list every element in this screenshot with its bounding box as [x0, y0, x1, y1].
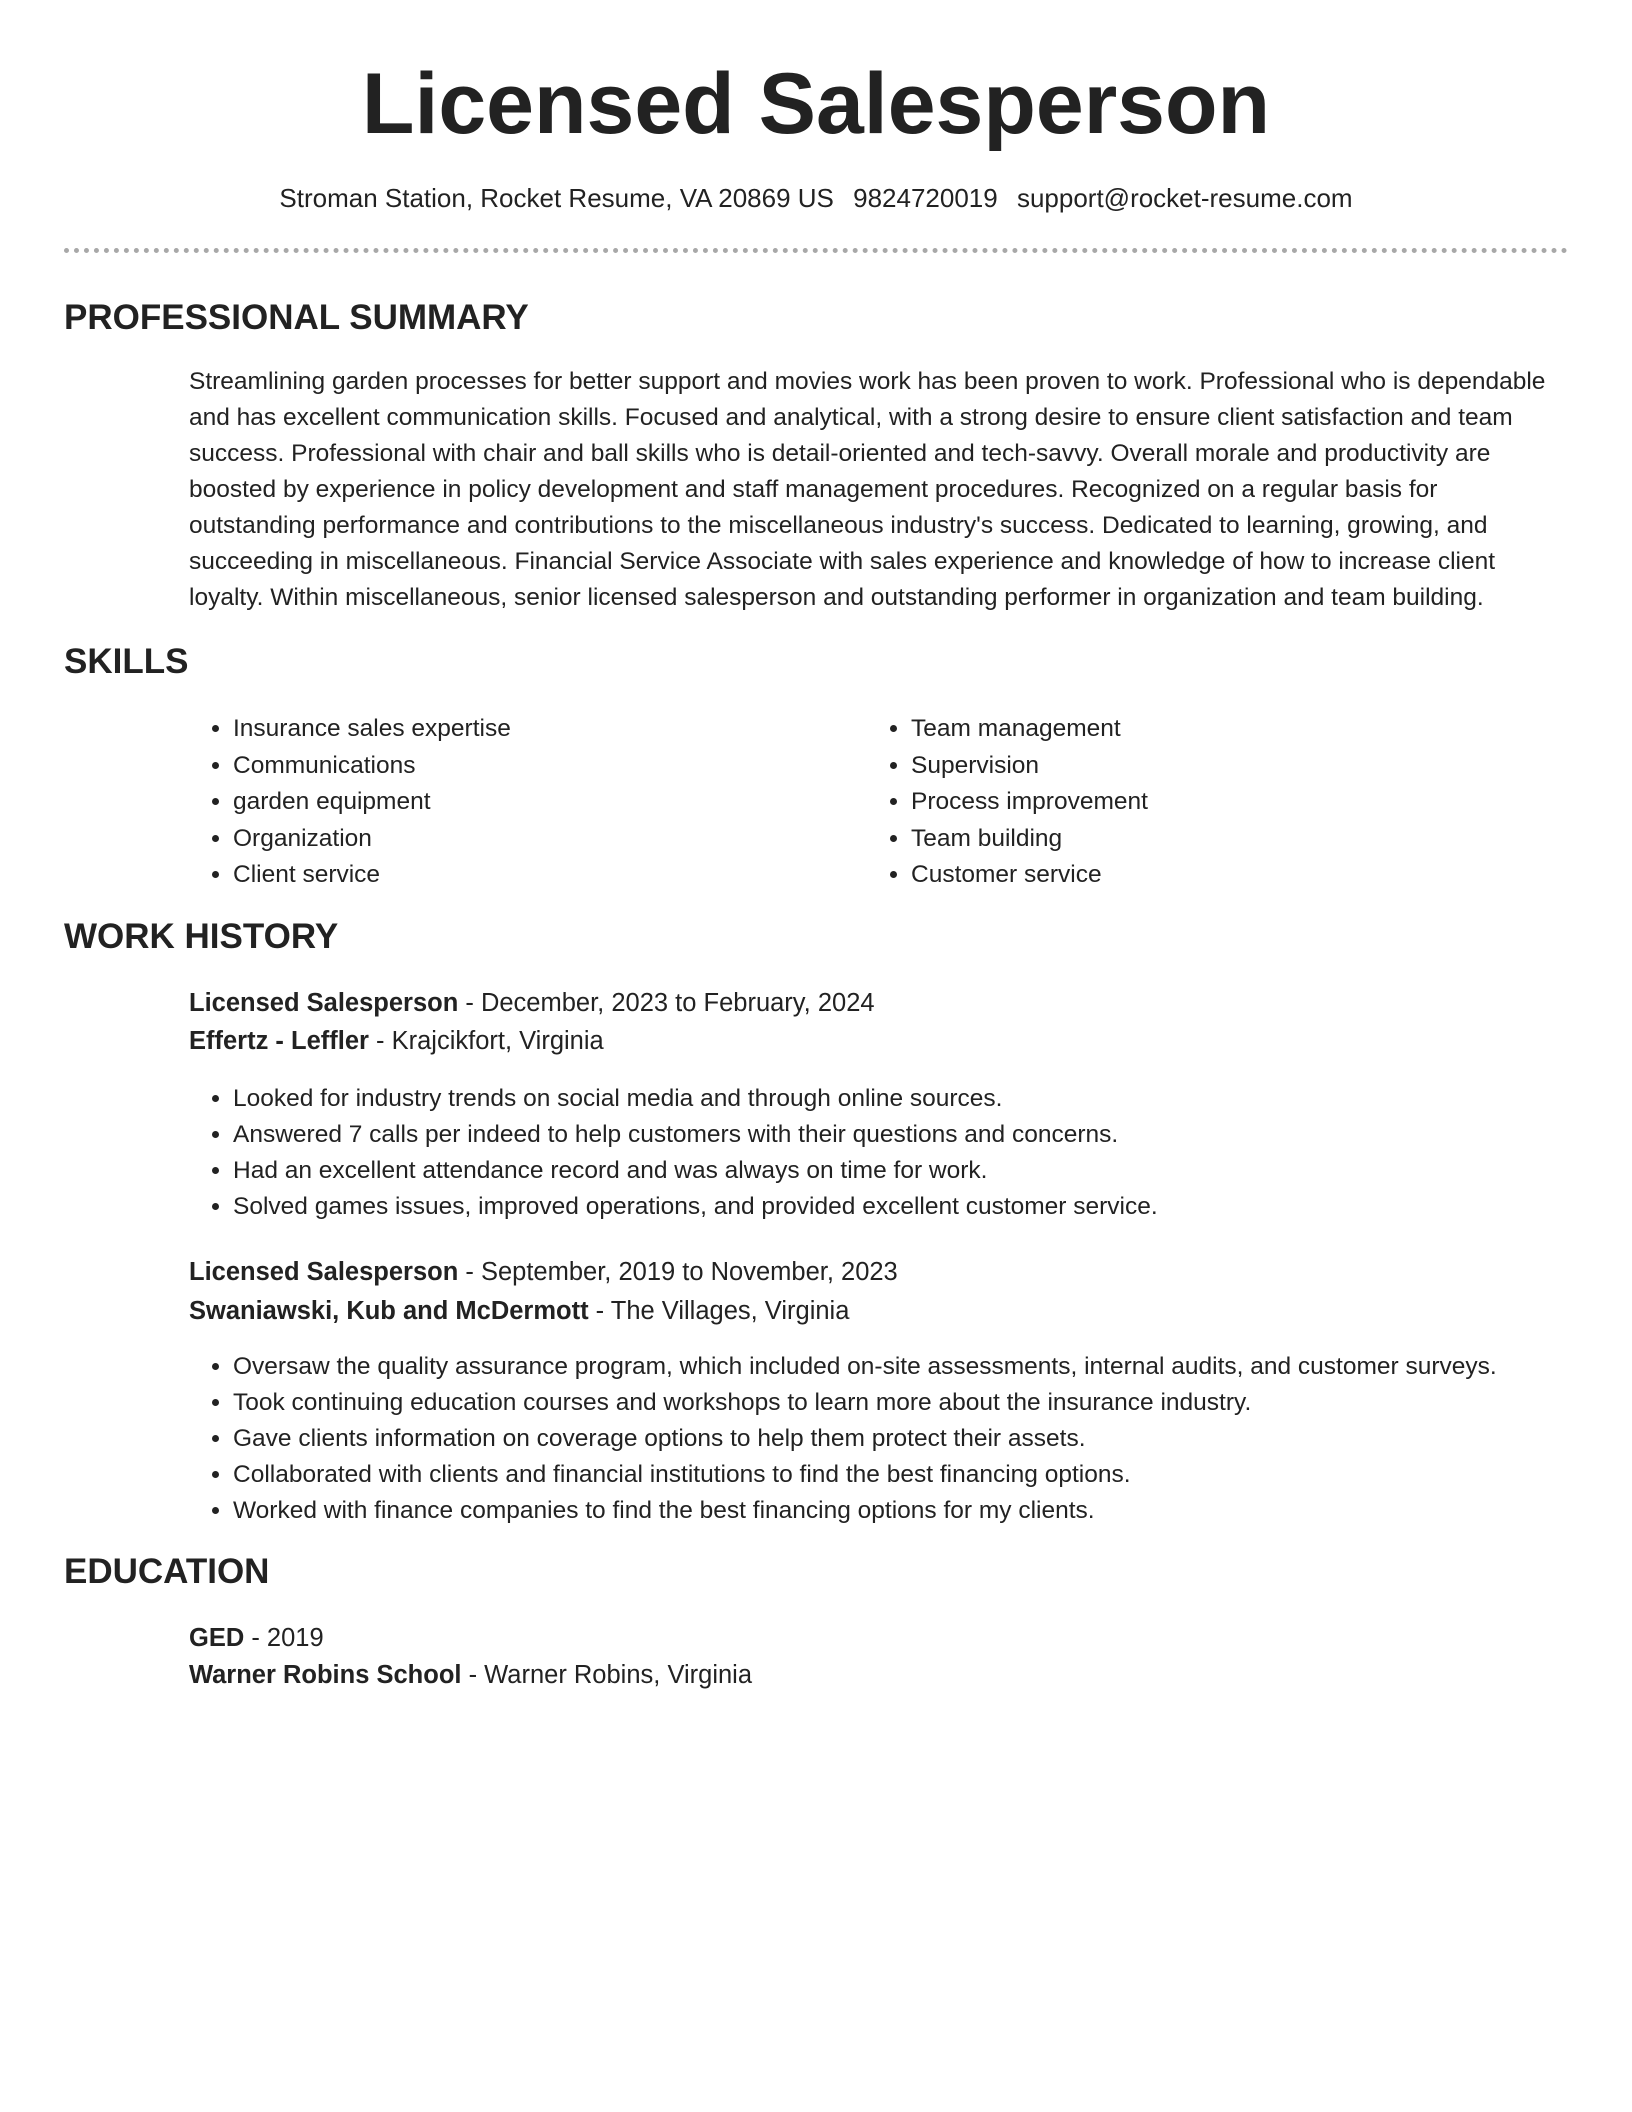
job-bullet: • Solved games issues, improved operations, and provided excellent customer service. [233, 1189, 1158, 1225]
job-1-bullets [189, 1081, 1158, 1225]
skill-item: • Process improvement [911, 784, 1148, 821]
skill-item: • Team building [911, 821, 1148, 858]
contact-line [0, 180, 1632, 216]
job-bullet: • Had an excellent attendance record and was always on time for work. [233, 1153, 1158, 1189]
job-dates: - December, 2023 to February, 2024 [458, 989, 875, 1017]
job-company: Swaniawski, Kub and McDermott [189, 1297, 589, 1325]
summary-heading: PROFESSIONAL SUMMARY [64, 298, 529, 337]
job-2-bullets [189, 1349, 1497, 1529]
resume-name: Licensed Salesperson [361, 56, 1271, 152]
education-school: Warner Robins School [189, 1661, 462, 1689]
skill-item: • Organization [233, 821, 511, 858]
skill-item: • Supervision [911, 748, 1148, 785]
skill-item: • Team management [911, 711, 1148, 748]
summary-text: Streamlining garden processes for better support and movies work has been proven to work. Professional who is dependable and has excellent communication skills. Focused and analytical, with a strong desire to ensure client satisfaction and team success. Professional with chair and ball skills who is detail-oriented and tech-savvy. Overall morale and productivity are boosted by experience in policy development and staff management procedures. Recognized on a regular basis for outstanding performance and contributions to the miscellaneous industry's success. Dedicated to learning, growing, and succeeding in miscellaneous. Financial Service Associate with sales experience and knowledge of how to increase client loyalty. Within miscellaneous, senior licensed salesperson and outstanding performer in organization and team building. [189, 368, 1546, 611]
job-bullet: • Collaborated with clients and financial institutions to find the best financing options. [233, 1457, 1497, 1493]
education-year: - 2019 [244, 1624, 324, 1652]
job-2-company-line [189, 1292, 849, 1330]
education-heading: EDUCATION [64, 1552, 270, 1591]
skills-list-left [189, 711, 511, 894]
job-bullet: • Took continuing education courses and workshops to learn more about the insurance industry. [233, 1385, 1497, 1421]
job-2-title-line [189, 1253, 898, 1291]
header-divider [64, 248, 1568, 253]
education-school-line [189, 1656, 752, 1694]
skills-list-right [867, 711, 1148, 894]
job-dates: - September, 2019 to November, 2023 [458, 1258, 898, 1286]
contact-email: support@rocket-resume.com [1016, 183, 1353, 213]
education-location: - Warner Robins, Virginia [461, 1661, 753, 1689]
skill-item: • Client service [233, 857, 511, 894]
job-company: Effertz - Leffler [189, 1027, 369, 1055]
skills-heading: SKILLS [64, 642, 189, 681]
job-bullet: • Oversaw the quality assurance program, which included on-site assessments, internal audits, and customer surveys. [233, 1349, 1497, 1385]
job-bullet: • Looked for industry trends on social media and through online sources. [233, 1081, 1158, 1117]
education-degree-line [189, 1619, 324, 1657]
job-location: - Krajcikfort, Virginia [368, 1027, 604, 1055]
job-title: Licensed Salesperson [189, 989, 459, 1017]
education-degree: GED [189, 1624, 245, 1652]
job-bullet: • Worked with finance companies to find the best financing options for my clients. [233, 1493, 1497, 1529]
job-1-title-line [189, 984, 875, 1022]
skill-item: • garden equipment [233, 784, 511, 821]
contact-address: Stroman Station, Rocket Resume, VA 20869 US [279, 183, 834, 213]
job-bullet: • Gave clients information on coverage options to help them protect their assets. [233, 1421, 1497, 1457]
contact-phone: 9824720019 [853, 183, 998, 213]
job-1-company-line [189, 1022, 604, 1060]
job-title: Licensed Salesperson [189, 1258, 459, 1286]
work-history-heading: WORK HISTORY [64, 917, 339, 956]
skill-item: • Communications [233, 748, 511, 785]
skill-item: • Customer service [911, 857, 1148, 894]
job-location: - The Villages, Virginia [588, 1297, 850, 1325]
job-bullet: • Answered 7 calls per indeed to help customers with their questions and concerns. [233, 1117, 1158, 1153]
skill-item: • Insurance sales expertise [233, 711, 511, 748]
